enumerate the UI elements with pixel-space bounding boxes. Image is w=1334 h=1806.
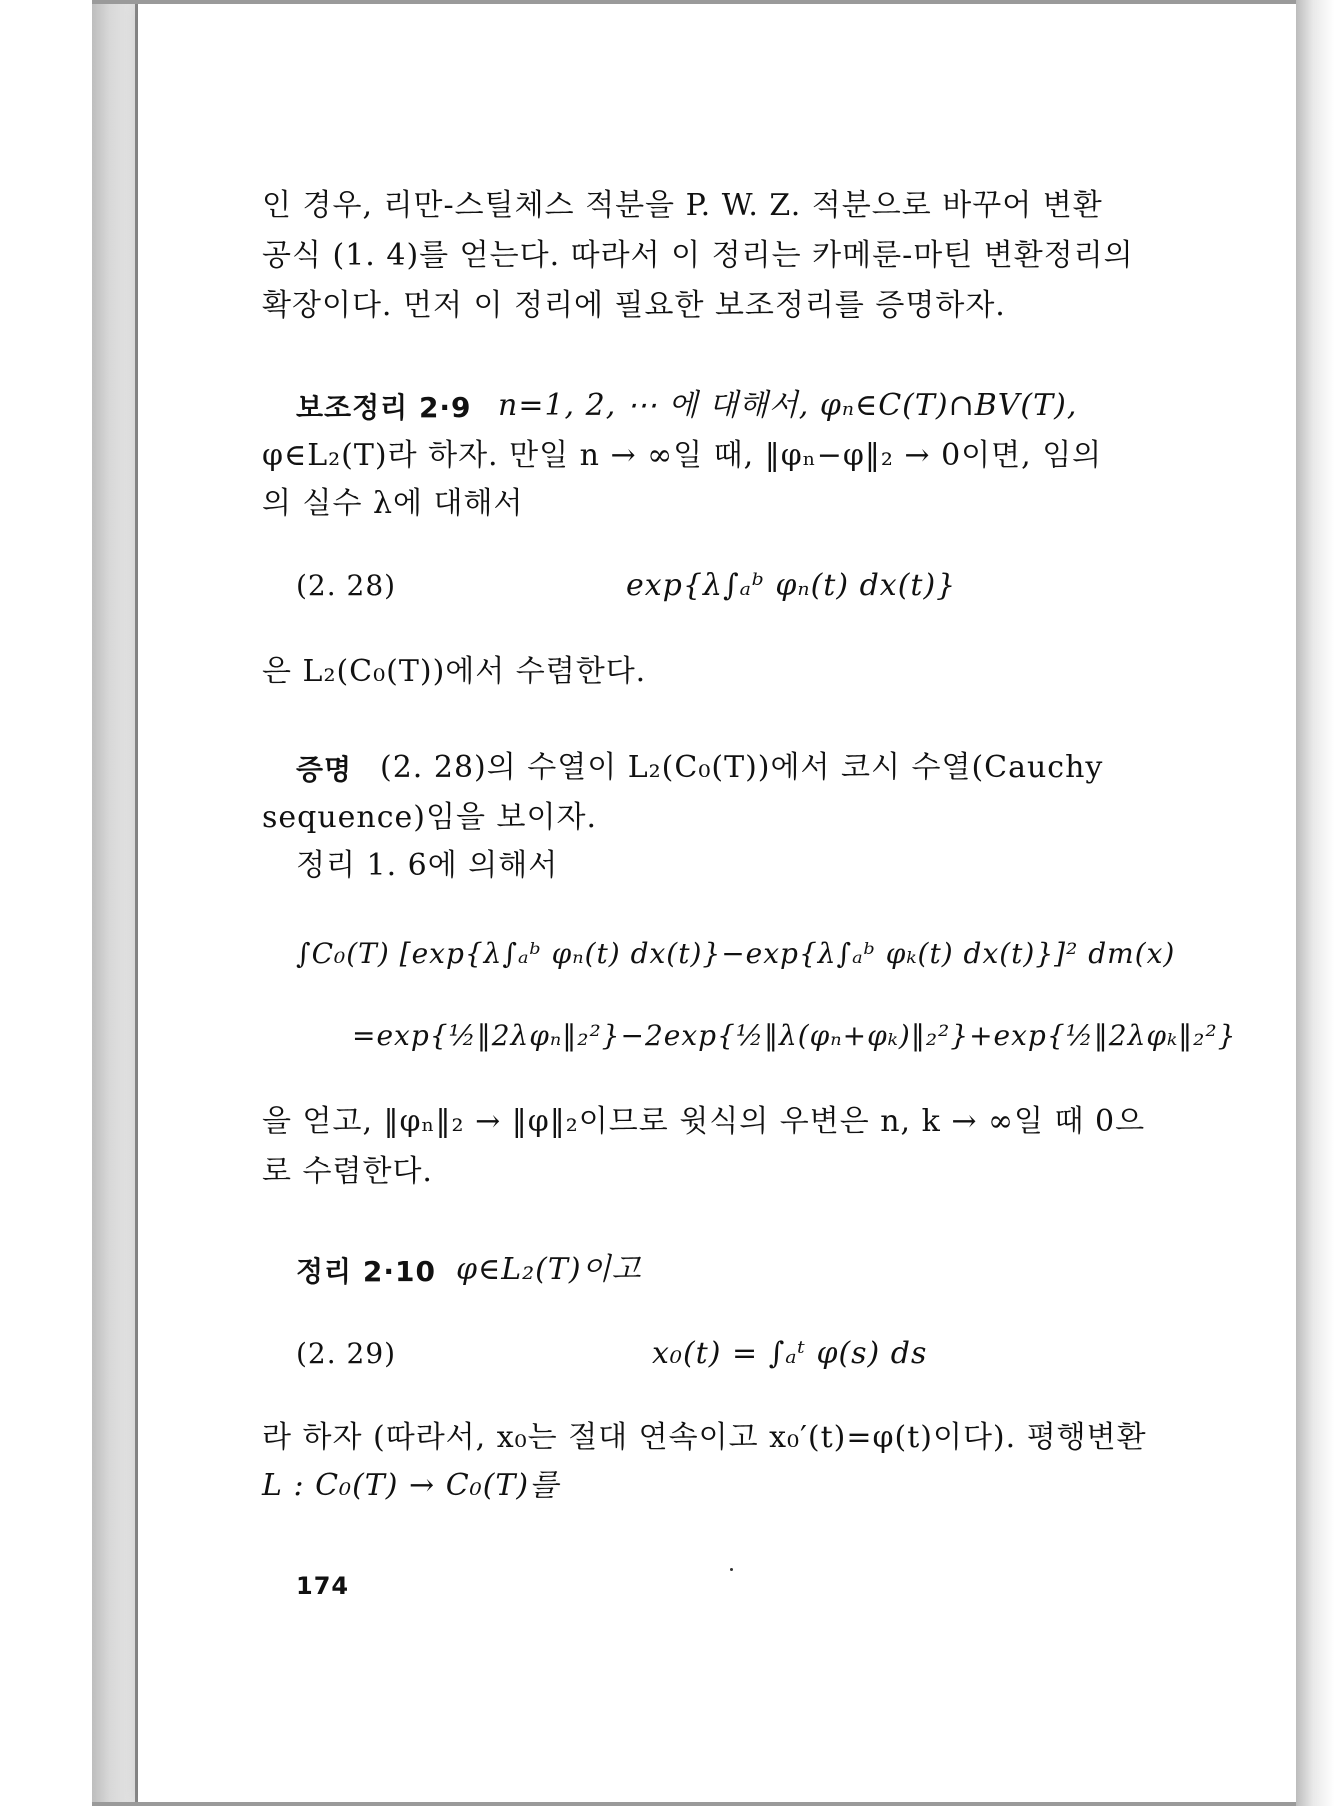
equation-number-2-29: (2. 29) xyxy=(296,1337,397,1370)
text-line-2: 공식 (1. 4)를 얻는다. 따라서 이 정리는 카메룬-마틴 변환정리의 xyxy=(262,238,1134,273)
page-number: 174 xyxy=(296,1572,350,1600)
speck-mark xyxy=(730,1568,733,1571)
proof-heading: 증명 xyxy=(296,753,353,786)
proof-equation-line-1: ∫C₀(T) [exp{λ∫ₐᵇ φₙ(t) dx(t)}−exp{λ∫ₐᵇ φₖ(t) dx(t)}]² dm(x) xyxy=(296,937,1176,970)
theorem-after-line-2: L : C₀(T) → C₀(T)를 xyxy=(262,1468,560,1503)
page-shadow xyxy=(1296,0,1334,1806)
equation-2-28: exp{λ∫ₐᵇ φₙ(t) dx(t)} xyxy=(626,568,957,603)
lemma-line-3: 의 실수 λ에 대해서 xyxy=(262,486,524,521)
lemma-conclusion: 은 L₂(C₀(T))에서 수렴한다. xyxy=(262,654,647,689)
proof-equation-line-2: =exp{½‖2λφₙ‖₂²}−2exp{½‖λ(φₙ+φₖ)‖₂²}+exp{½‖2λφₖ‖₂²} xyxy=(352,1019,1237,1052)
proof-after-line-1: 을 얻고, ‖φₙ‖₂ → ‖φ‖₂이므로 윗식의 우변은 n, k → ∞일 때 0으 xyxy=(262,1104,1146,1139)
lemma-line-1: n=1, 2, ⋯ 에 대해서, φₙ∈C(T)∩BV(T), xyxy=(498,388,1078,423)
proof-line-2: sequence)임을 보이자. xyxy=(262,800,597,835)
equation-2-29: x₀(t) = ∫ₐᵗ φ(s) ds xyxy=(652,1336,928,1371)
theorem-line-1: φ∈L₂(T)이고 xyxy=(456,1252,642,1287)
proof-after-line-2: 로 수렴한다. xyxy=(262,1154,433,1189)
theorem-heading: 정리 2·10 xyxy=(296,1255,436,1288)
text-line-3: 확장이다. 먼저 이 정리에 필요한 보조정리를 증명하자. xyxy=(262,288,1006,323)
page-bottom-edge xyxy=(92,1802,1296,1806)
lemma-heading: 보조정리 2·9 xyxy=(296,391,472,424)
page-top-edge xyxy=(92,0,1296,4)
theorem-after-line-1: 라 하자 (따라서, x₀는 절대 연속이고 x₀′(t)=φ(t)이다). 평행변환 xyxy=(262,1420,1147,1455)
text-line-1: 인 경우, 리만-스틸체스 적분을 P. W. Z. 적분으로 바꾸어 변환 xyxy=(262,188,1103,223)
lemma-line-2: φ∈L₂(T)라 하자. 만일 n → ∞일 때, ‖φₙ−φ‖₂ → 0이면, 임의 xyxy=(262,438,1103,473)
book-spine xyxy=(92,0,136,1806)
equation-number-2-28: (2. 28) xyxy=(296,569,397,602)
proof-line-3: 정리 1. 6에 의해서 xyxy=(296,848,559,883)
proof-line-1: (2. 28)의 수열이 L₂(C₀(T))에서 코시 수열(Cauchy xyxy=(380,750,1104,785)
